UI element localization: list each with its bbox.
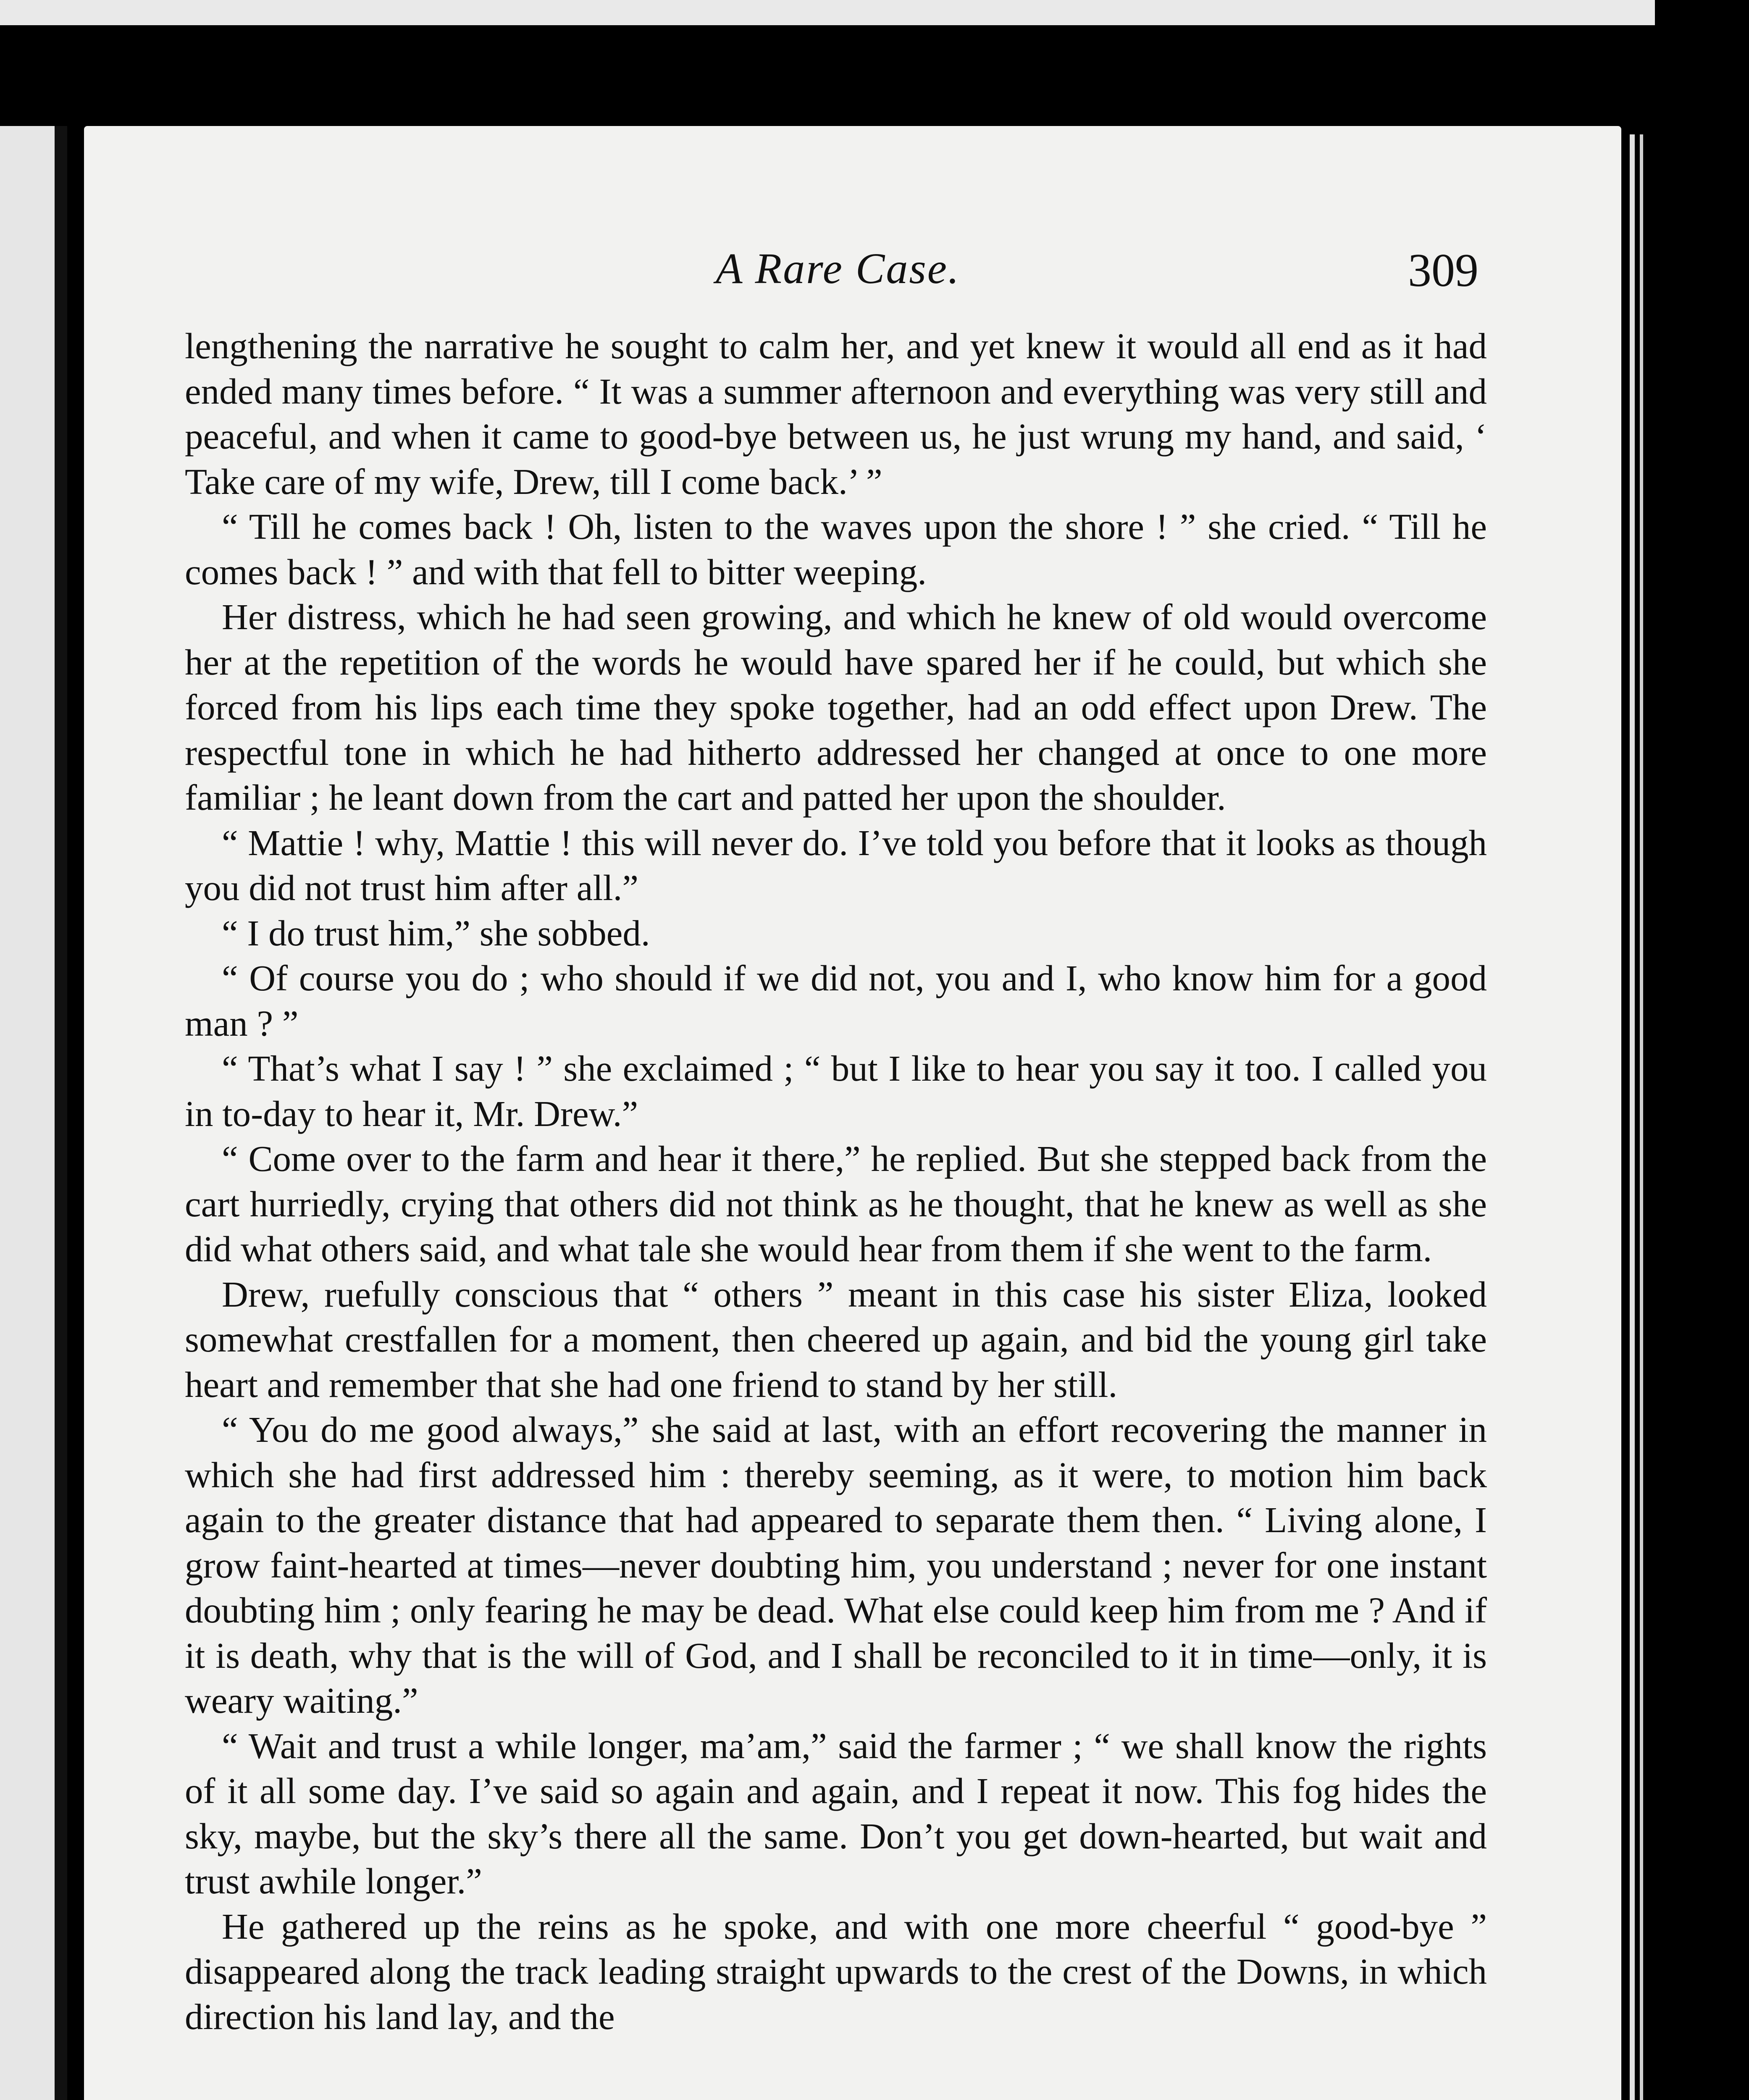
paragraph: “ You do me good always,” she said at last, with an effort recovering the manner in which she had first addressed him : thereby seeming, as it were, to motion him back again to the greater distance that had appeared to separate them then. “ Living alone, I grow faint-hearted at times—never doubting him, you understand ; never for one instant doubting him ; only fearing he may be dead. What else could keep him from me ? And if it is death, why that is the will of God, and I shall be reconciled to it in time—only, it is weary waiting.” xyxy=(185,1409,1487,1721)
book-page xyxy=(84,126,1621,2100)
body-text xyxy=(185,323,1487,2039)
adjacent-page-edge xyxy=(0,126,67,2100)
paragraph: “ Come over to the farm and hear it there,” he replied. But she stepped back from the cart hurriedly, crying that others did not think as he thought, that he knew as well as she did what others said, and what tale she would hear from them if she went to the farm. xyxy=(185,1138,1487,1269)
paragraph: Her distress, which he had seen growing, and which he knew of old would overcome her at the repetition of the words he would have spared her if he could, but which she forced from his lips each time they spoke together, had an odd effect upon Drew. The respectful tone in which he had hitherto addressed her changed at once to one more familiar ; he leant down from the cart and patted her upon the shoulder. xyxy=(185,596,1487,818)
paragraph: He gathered up the reins as he spoke, and with one more cheerful “ good-bye ” disappeared along the track leading straight upwards to the crest of the Downs, in which direction his land lay, and the xyxy=(185,1906,1487,2037)
paragraph: Drew, ruefully conscious that “ others ” meant in this case his sister Eliza, looked somewhat crestfallen for a moment, then cheered up again, and bid the young girl take heart and remember that she had one friend to stand by her still. xyxy=(185,1273,1487,1405)
previous-scan-edge xyxy=(0,0,1655,25)
page-edge-stripe xyxy=(1630,134,1635,2100)
paragraph: “ Mattie ! why, Mattie ! this will never do. I’ve told you before that it looks as though you did not trust him after all.” xyxy=(185,822,1487,908)
paragraph: “ I do trust him,” she sobbed. xyxy=(222,912,650,953)
paragraph: “ That’s what I say ! ” she exclaimed ; “ but I like to hear you say it too. I called you in to-day to hear it, Mr. Drew.” xyxy=(185,1048,1487,1134)
paragraph: “ Wait and trust a while longer, ma’am,” said the farmer ; “ we shall know the rights of it all some day. I’ve said so again and again, and I repeat it now. This fog hides the sky, maybe, but the sky’s there all the same. Don’t you get down-hearted, but wait and trust awhile longer.” xyxy=(185,1725,1487,1901)
page-number: 309 xyxy=(1408,244,1479,297)
page-edge-stripe xyxy=(1640,134,1643,2100)
paragraph: “ Till he comes back ! Oh, listen to the waves upon the shore ! ” she cried. “ Till he comes back ! ” and with that fell to bitter weeping. xyxy=(185,506,1487,592)
paragraph: “ Of course you do ; who should if we did not, you and I, who know him for a good man ? ” xyxy=(185,958,1487,1044)
page-header xyxy=(197,231,1479,323)
running-title: A Rare Case. xyxy=(716,244,960,293)
paragraph: lengthening the narrative he sought to calm her, and yet knew it would all end as it had ended many times before. “ It was a summer afternoon and everything was very still and peaceful, and when it came to good-bye between us, he just wrung my hand, and said, ‘ Take care of my wife, Drew, till I come back.’ ” xyxy=(185,326,1487,502)
